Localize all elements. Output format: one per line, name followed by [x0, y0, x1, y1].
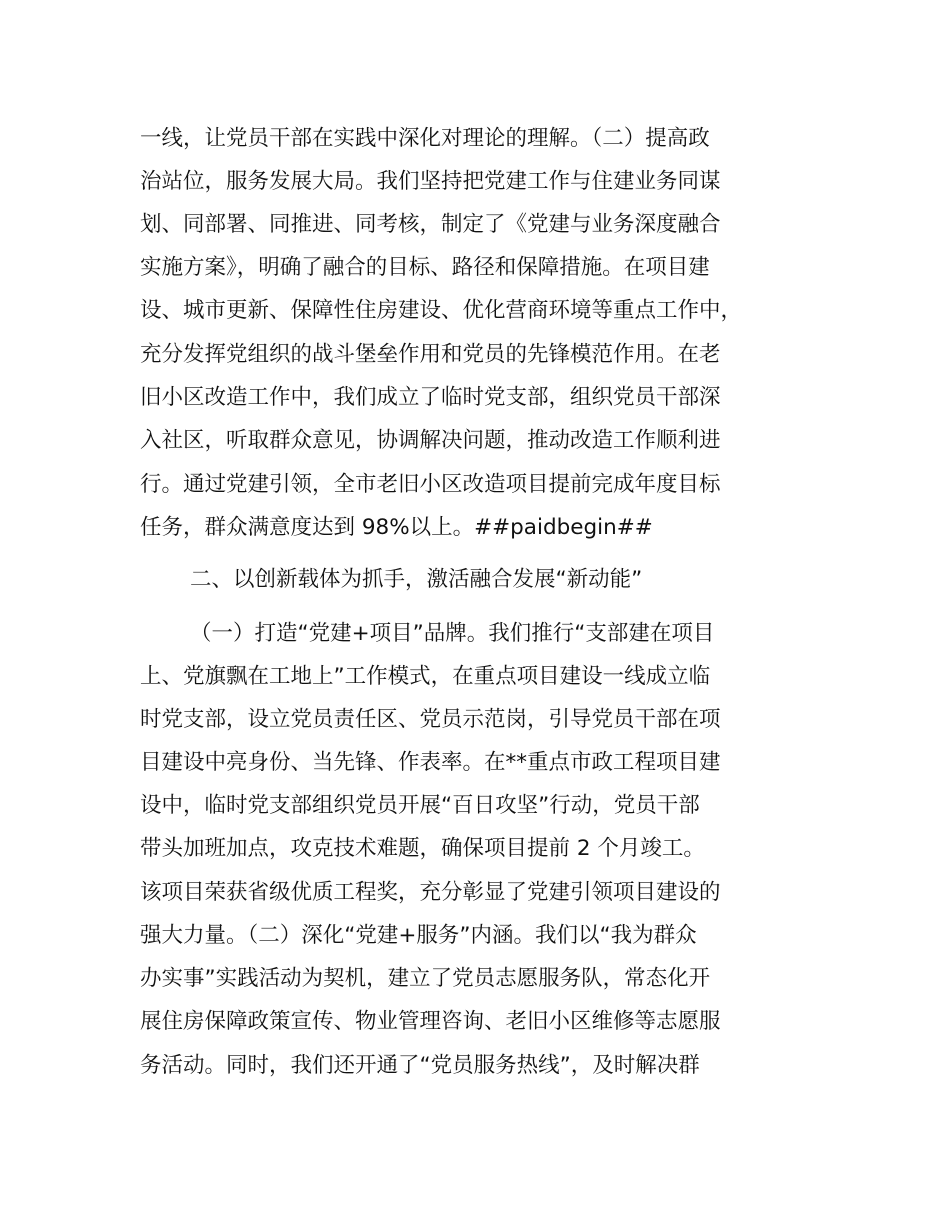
body-text-line: 务活动。同时，我们还开通了“党员服务热线”，及时解决群: [140, 1053, 700, 1078]
body-text-line: 展住房保障政策宣传、物业管理咨询、老旧小区维修等志愿服: [140, 1009, 721, 1034]
body-text-line: 治站位，服务发展大局。我们坚持把党建工作与住建业务同谋: [140, 169, 721, 194]
body-text-line: 旧小区改造工作中，我们成立了临时党支部，组织党员干部深: [140, 385, 721, 410]
body-text-line: 时党支部，设立党员责任区、党员示范岗，引导党员干部在项: [140, 707, 721, 732]
body-text-line: 任务，群众满意度达到 98%以上。##paidbegin##: [140, 515, 653, 540]
body-text-line: （一）打造“党建+项目”品牌。我们推行“支部建在项目: [190, 621, 715, 646]
body-text-line: 实施方案》，明确了融合的目标、路径和保障措施。在项目建: [140, 255, 710, 280]
body-text-line: 设中，临时党支部组织党员开展“百日攻坚”行动，党员干部: [140, 793, 700, 818]
body-text-line: 带头加班加点，攻克技术难题，确保项目提前 2 个月竣工。: [140, 836, 705, 861]
body-text-line: 目建设中亮身份、当先锋、作表率。在**重点市政工程项目建: [140, 750, 721, 775]
body-text-line: 办实事”实践活动为契机，建立了党员志愿服务队，常态化开: [140, 966, 711, 991]
body-text-line: 强大力量。（二）深化“党建+服务”内涵。我们以“我为群众: [140, 923, 697, 948]
body-text-line: 充分发挥党组织的战斗堡垒作用和党员的先锋模范作用。在老: [140, 342, 721, 367]
body-text-line: 划、同部署、同推进、同考核，制定了《党建与业务深度融合: [140, 212, 721, 237]
body-text-line: 设、城市更新、保障性住房建设、优化营商环境等重点工作中，: [140, 298, 743, 323]
body-text-line: 该项目荣获省级优质工程奖，充分彰显了党建引领项目建设的: [140, 880, 721, 905]
section-heading: 二、以创新载体为抓手，激活融合发展“新动能”: [190, 567, 643, 592]
body-text-line: 一线，让党员干部在实践中深化对理论的理解。（二）提高政: [140, 126, 710, 151]
body-text-line: 上、党旗飘在工地上”工作模式，在重点项目建设一线成立临: [140, 664, 711, 689]
body-text-line: 行。通过党建引领，全市老旧小区改造项目提前完成年度目标: [140, 472, 721, 497]
body-text-line: 入社区，听取群众意见，协调解决问题，推动改造工作顺利进: [140, 428, 721, 453]
